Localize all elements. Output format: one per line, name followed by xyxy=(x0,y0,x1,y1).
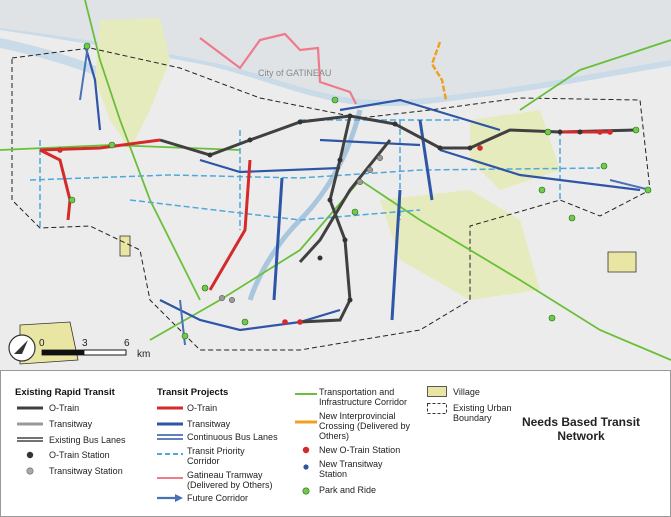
legend-existing-title: Existing Rapid Transit xyxy=(15,387,115,398)
legend-existing-item: Existing Bus Lanes xyxy=(49,435,126,445)
city-label: City of GATINEAU xyxy=(258,68,332,78)
scale-unit: km xyxy=(137,349,151,360)
legend-existing-item: Transitway Station xyxy=(49,466,123,476)
village-swatch-icon xyxy=(427,386,447,397)
otrain-station-icon xyxy=(26,451,34,459)
scale-label-6: 6 xyxy=(124,338,130,349)
new-transitway-station-icon xyxy=(302,463,310,471)
park-and-ride-icon xyxy=(302,487,310,495)
scale-bar-segment xyxy=(42,350,84,355)
legend-existing-item: O-Train Station xyxy=(49,450,110,460)
legend-col3-item: New Interprovincial Crossing (Delivered by Others) xyxy=(319,411,411,441)
legend-col4-item: Existing Urban Boundary xyxy=(453,403,512,423)
priority-corridor-icon xyxy=(157,451,183,457)
future-corridor-arrow-icon xyxy=(157,494,183,502)
legend-project-item: Transitway xyxy=(187,419,231,429)
bus-lane-line-icon xyxy=(17,436,43,443)
legend-project-item: Gatineau Tramway (Delivered by Others) xyxy=(187,470,273,490)
new-otrain-line-icon xyxy=(157,405,183,411)
legend-col3-item: New O-Train Station xyxy=(319,445,401,455)
legend-project-item: Future Corridor xyxy=(187,493,249,503)
scale-label-3: 3 xyxy=(82,338,88,349)
transitway-line-icon xyxy=(17,421,43,427)
transitway-station-icon xyxy=(26,467,34,475)
legend-existing-item: Transitway xyxy=(49,419,93,429)
scale-bar-segment xyxy=(84,350,126,355)
scale-label-0: 0 xyxy=(39,338,45,349)
urban-boundary-swatch-icon xyxy=(427,403,447,414)
village-area-small xyxy=(120,236,130,256)
legend-col3-item: Park and Ride xyxy=(319,485,377,495)
tramway-line-icon xyxy=(157,475,183,481)
infrastructure-corridor-icon xyxy=(295,391,317,397)
interprovincial-crossing-icon xyxy=(295,419,317,425)
map-title: Needs Based Transit Network xyxy=(521,415,641,443)
new-otrain-station-icon xyxy=(302,446,310,454)
legend-project-item: Transit Priority Corridor xyxy=(187,446,245,466)
continuous-bus-lane-icon xyxy=(157,433,183,441)
legend-project-item: O-Train xyxy=(187,403,218,413)
legend-col3-item: Transportation and Infrastructure Corridor xyxy=(319,387,408,407)
new-transitway-line-icon xyxy=(157,421,183,427)
legend-projects-title: Transit Projects xyxy=(157,387,229,398)
legend-existing-item: O-Train xyxy=(49,403,80,413)
map-legend xyxy=(0,370,671,517)
village-area-east xyxy=(608,252,636,272)
legend-project-item: Continuous Bus Lanes xyxy=(187,432,278,442)
legend-col3-item: New Transitway Station xyxy=(319,459,383,479)
otrain-line-icon xyxy=(17,405,43,411)
legend-col4-item: Village xyxy=(453,387,480,397)
